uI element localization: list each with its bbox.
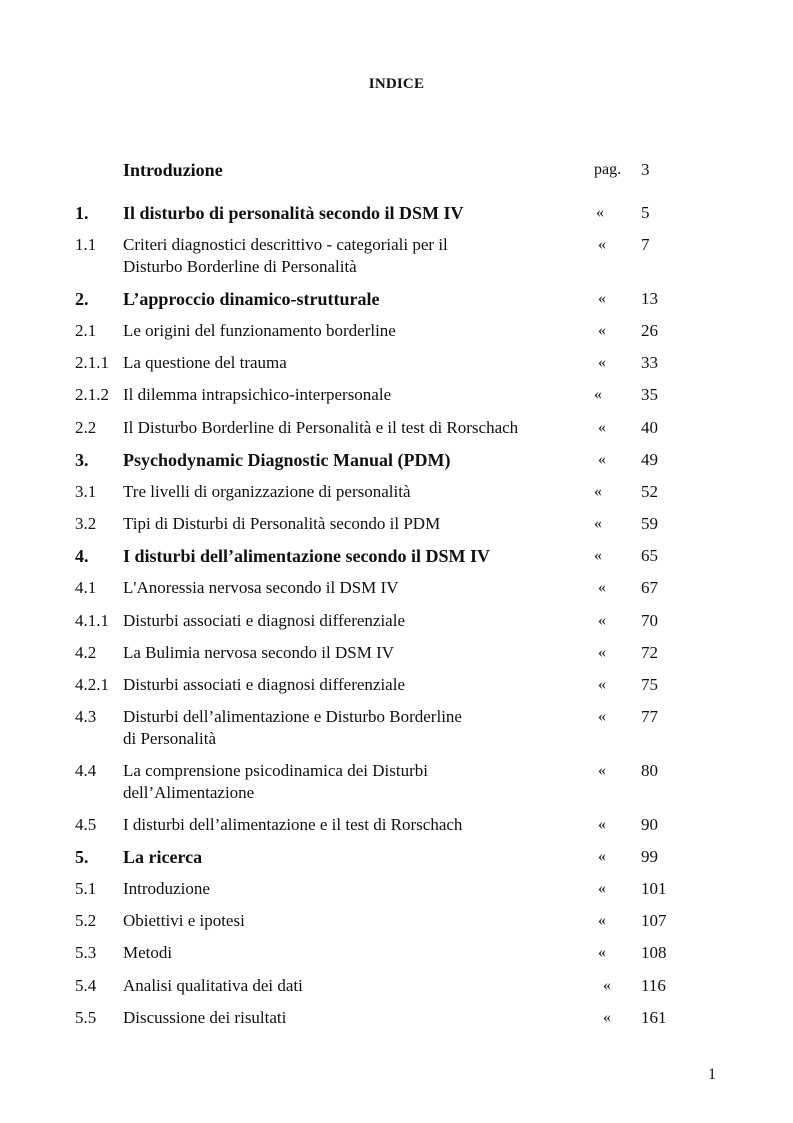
- section-number: 5.5: [75, 1008, 97, 1027]
- section-number: 1.: [75, 203, 89, 223]
- page-ref: 101: [641, 879, 667, 898]
- section-title-line: La questione del trauma: [123, 353, 287, 372]
- section-title: [123, 352, 583, 374]
- page-ref: 116: [641, 976, 666, 995]
- ditto-mark: «: [603, 977, 611, 994]
- ditto-mark: «: [598, 912, 606, 929]
- page-ref: 99: [641, 847, 658, 866]
- section-title-line: Tre livelli di organizzazione di personalità: [123, 482, 411, 501]
- ditto-mark: «: [598, 644, 606, 661]
- section-number: 3.: [75, 450, 89, 470]
- section-number: 2.1: [75, 321, 97, 340]
- section-title: [123, 234, 583, 278]
- ditto-mark: «: [598, 290, 606, 307]
- ditto-mark: «: [598, 848, 606, 865]
- section-title: [123, 545, 583, 567]
- section-number: 4.4: [75, 761, 97, 780]
- section-number: 2.1.2: [75, 385, 109, 404]
- section-title: [123, 449, 583, 471]
- ditto-mark: pag.: [594, 161, 622, 178]
- section-number: 1.1: [75, 235, 97, 254]
- section-number: 2.: [75, 289, 89, 309]
- section-title-line: Discussione dei risultati: [123, 1008, 287, 1027]
- page-ref: 80: [641, 761, 658, 780]
- section-number: 5.3: [75, 943, 97, 962]
- ditto-mark: «: [594, 547, 602, 564]
- page-ref: 72: [641, 643, 658, 662]
- page-ref: 35: [641, 385, 658, 404]
- page-ref: 107: [641, 911, 667, 930]
- page-ref: 75: [641, 675, 658, 694]
- page-ref: 7: [641, 235, 650, 254]
- section-title-line: dell’Alimentazione: [123, 783, 255, 802]
- section-title: [123, 975, 583, 997]
- section-number: 4.: [75, 546, 89, 566]
- section-number: 4.2: [75, 643, 97, 662]
- section-title-line: Metodi: [123, 943, 173, 962]
- page-ref: 161: [641, 1008, 667, 1027]
- page-title: INDICE: [368, 76, 425, 92]
- page-ref: 5: [641, 203, 650, 222]
- page-ref: 49: [641, 450, 658, 469]
- ditto-mark: «: [598, 451, 606, 468]
- section-number: 2.2: [75, 418, 97, 437]
- ditto-mark: «: [598, 419, 606, 436]
- section-title-line: La ricerca: [123, 847, 203, 867]
- section-title: [123, 288, 583, 310]
- section-title-line: Disturbi dell’alimentazione e Disturbo Borderline: [123, 707, 462, 726]
- ditto-mark: «: [598, 236, 606, 253]
- section-title-line: Psychodynamic Diagnostic Manual (PDM): [123, 450, 451, 470]
- section-number: 4.3: [75, 707, 97, 726]
- page-ref: 108: [641, 943, 667, 962]
- section-title: [123, 674, 583, 696]
- section-title-line: Analisi qualitativa dei dati: [123, 976, 303, 995]
- section-title: [123, 706, 583, 750]
- ditto-mark: «: [598, 880, 606, 897]
- section-number: 4.1.1: [75, 611, 109, 630]
- section-title-line: I disturbi dell’alimentazione secondo il DSM IV: [123, 546, 491, 566]
- ditto-mark: «: [598, 676, 606, 693]
- section-number: 2.1.1: [75, 353, 109, 372]
- ditto-mark: «: [598, 612, 606, 629]
- section-title: [123, 320, 583, 342]
- section-title-line: Obiettivi e ipotesi: [123, 911, 245, 930]
- page-ref: 26: [641, 321, 658, 340]
- page-ref: 33: [641, 353, 658, 372]
- section-title-line: Disturbi associati e diagnosi differenziale: [123, 611, 405, 630]
- section-number: 5.4: [75, 976, 97, 995]
- section-title-line: La Bulimia nervosa secondo il DSM IV: [123, 643, 395, 662]
- section-title: [123, 910, 583, 932]
- page-ref: 67: [641, 578, 658, 597]
- section-title-line: L'Anoressia nervosa secondo il DSM IV: [123, 578, 399, 597]
- ditto-mark: «: [598, 762, 606, 779]
- section-title: [123, 1007, 583, 1029]
- page-ref: 65: [641, 546, 658, 565]
- section-number: 3.2: [75, 514, 97, 533]
- page-ref: 40: [641, 418, 658, 437]
- page-ref: 77: [641, 707, 658, 726]
- ditto-mark: «: [598, 944, 606, 961]
- section-number: 4.2.1: [75, 675, 109, 694]
- ditto-mark: «: [594, 515, 602, 532]
- section-title: [123, 384, 583, 406]
- page-number: 1: [708, 1066, 716, 1083]
- section-title-line: Introduzione: [123, 160, 223, 180]
- ditto-mark: «: [598, 579, 606, 596]
- section-title: [123, 159, 583, 181]
- section-title-line: La comprensione psicodinamica dei Disturbi: [123, 761, 428, 780]
- page-ref: 70: [641, 611, 658, 630]
- ditto-mark: «: [596, 204, 604, 221]
- section-number: 5.: [75, 847, 89, 867]
- section-title-line: L’approccio dinamico-strutturale: [123, 289, 380, 309]
- section-title-line: Tipi di Disturbi di Personalità secondo il PDM: [123, 514, 441, 533]
- ditto-mark: «: [598, 354, 606, 371]
- section-title-line: I disturbi dell’alimentazione e il test di Rorschach: [123, 815, 463, 834]
- ditto-mark: «: [598, 816, 606, 833]
- section-title: [123, 814, 583, 836]
- section-title: [123, 846, 583, 868]
- ditto-mark: «: [594, 386, 602, 403]
- page-ref: 59: [641, 514, 658, 533]
- page-ref: 3: [641, 160, 650, 179]
- section-title: [123, 202, 583, 224]
- section-number: 3.1: [75, 482, 97, 501]
- ditto-mark: «: [594, 483, 602, 500]
- page-ref: 13: [641, 289, 658, 308]
- section-number: 4.1: [75, 578, 97, 597]
- section-title: [123, 878, 583, 900]
- section-title-line: Il disturbo di personalità secondo il DSM IV: [123, 203, 464, 223]
- section-title-line: Criteri diagnostici descrittivo - categoriali per il: [123, 235, 448, 254]
- section-title-line: Il dilemma intrapsichico-interpersonale: [123, 385, 392, 404]
- ditto-mark: «: [598, 708, 606, 725]
- section-title: [123, 760, 583, 804]
- page-ref: 90: [641, 815, 658, 834]
- section-title: [123, 610, 583, 632]
- section-title: [123, 513, 583, 535]
- section-number: 4.5: [75, 815, 97, 834]
- section-number: 5.1: [75, 879, 97, 898]
- page-ref: 52: [641, 482, 658, 501]
- section-title: [123, 577, 583, 599]
- section-title: [123, 642, 583, 664]
- section-title-line: Introduzione: [123, 879, 210, 898]
- section-title: [123, 942, 583, 964]
- section-title-line: di Personalità: [123, 729, 217, 748]
- section-title-line: Disturbi associati e diagnosi differenziale: [123, 675, 405, 694]
- ditto-mark: «: [598, 322, 606, 339]
- section-title: [123, 481, 583, 503]
- section-title-line: Disturbo Borderline di Personalità: [123, 257, 357, 276]
- ditto-mark: «: [603, 1009, 611, 1026]
- section-title-line: Il Disturbo Borderline di Personalità e il test di Rorschach: [123, 418, 519, 437]
- section-title: [123, 417, 583, 439]
- section-title-line: Le origini del funzionamento borderline: [123, 321, 396, 340]
- section-number: 5.2: [75, 911, 97, 930]
